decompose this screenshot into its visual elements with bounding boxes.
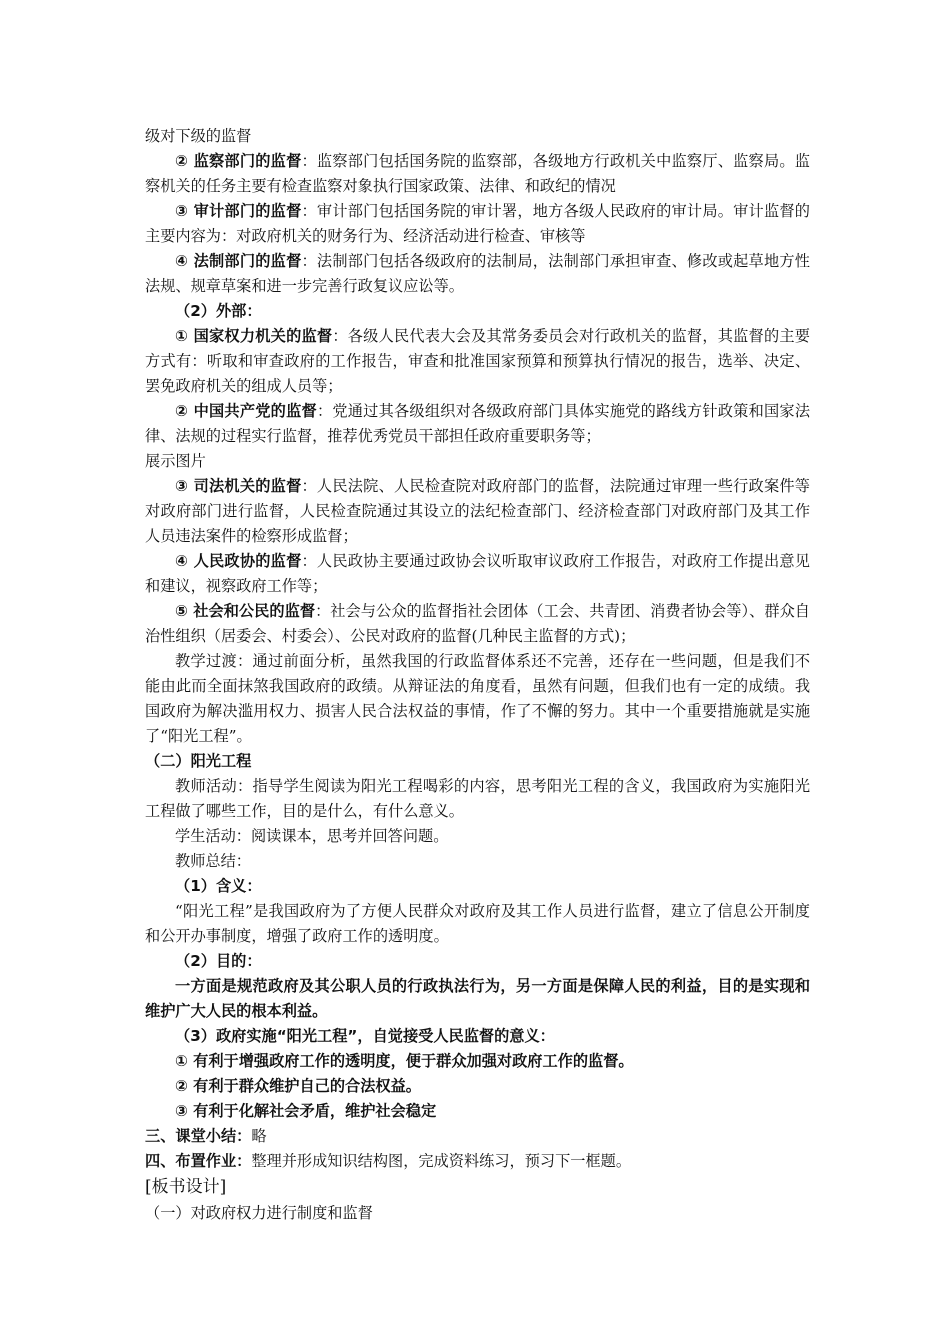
show-picture-note: 展示图片 <box>145 452 206 470</box>
document-body <box>145 124 810 1226</box>
paragraph-state-power <box>145 324 810 399</box>
homework <box>145 1149 810 1174</box>
paragraph-society <box>145 599 810 649</box>
purpose-text: 一方面是规范政府及其公职人员的行政执法行为，另一方面是保障人民的利益，目的是实现和维护广大人民的根本利益。 <box>145 977 810 1020</box>
external-heading: （2）外部： <box>175 302 262 320</box>
paragraph-cppcc <box>145 549 810 599</box>
class-summary <box>145 1124 810 1149</box>
paragraph-text: ：人民政协主要通过政协会议听取审议政府工作报告，对政府工作提出意见和建议，视察政府工作等； <box>145 552 810 595</box>
significance-item-3: ③ 有利于化解社会矛盾，维护社会稳定 <box>175 1102 437 1120</box>
paragraph-teacher-summary: 教师总结： <box>175 852 251 870</box>
paragraph-heading: ④ 法制部门的监督 <box>175 252 302 270</box>
paragraph-supervision-dept <box>145 149 810 199</box>
paragraph-text: ：审计部门包括国务院的审计署，地方各级人民政府的审计局。审计监督的主要内容为：对政府机关的财务行为、经济活动进行检查、审核等 <box>145 202 810 245</box>
paragraph-audit-dept <box>145 199 810 249</box>
paragraph-text: ：党通过其各级组织对各级政府部门具体实施党的路线方针政策和国家法律、法规的过程实行监督，推荐优秀党员干部担任政府重要职务等； <box>145 402 811 445</box>
paragraph-heading: ⑤ 社会和公民的监督 <box>175 602 316 620</box>
paragraph-student-activity: 学生活动：阅读课本，思考并回答问题。 <box>175 827 449 845</box>
paragraph-text: ：人民法院、人民检查院对政府部门的监督，法院通过审理一些行政案件等对政府部门进行监督，人民检查院通过其设立的法纪检查部门、经济检查部门对政府部门及其工作人员违法案件的检察形成监督； <box>145 477 810 545</box>
paragraph-heading: ③ 司法机关的监督 <box>175 477 302 495</box>
meaning-text: “阳光工程”是我国政府为了方便人民群众对政府及其工作人员进行监督，建立了信息公开制度和公开办事制度，增强了政府工作的透明度。 <box>145 902 810 945</box>
significance-item-1: ① 有利于增强政府工作的透明度，便于群众加强对政府工作的监督。 <box>175 1052 634 1070</box>
paragraph-text: ：法制部门包括各级政府的法制局，法制部门承担审查、修改或起草地方性法规、规章草案和进一步完善行政复议应讼等。 <box>145 252 810 295</box>
paragraph-heading: ④ 人民政协的监督 <box>175 552 302 570</box>
summary-text: 略 <box>251 1127 267 1145</box>
paragraph-heading: ① 国家权力机关的监督 <box>175 327 333 345</box>
meaning-heading: （1）含义： <box>175 877 262 895</box>
purpose-heading: （2）目的： <box>175 952 262 970</box>
paragraph-text: ：监察部门包括国务院的监察部，各级地方行政机关中监察厅、监察局。监察机关的任务主要有检查监察对象执行国家政策、法律、和政纪的情况 <box>145 152 810 195</box>
paragraph-legal-dept <box>145 249 810 299</box>
paragraph-heading: ② 监察部门的监督 <box>175 152 302 170</box>
homework-heading: 四、布置作业： <box>145 1152 252 1170</box>
paragraph-judicial <box>145 474 810 549</box>
summary-heading: 三、课堂小结： <box>145 1127 252 1145</box>
board-design-title: [板书设计] <box>145 1177 227 1197</box>
homework-text: 整理并形成知识结构图，完成资料练习，预习下一框题。 <box>251 1152 631 1170</box>
section-title-sunshine: （二）阳光工程 <box>145 752 252 770</box>
text-line: 级对下级的监督 <box>145 127 252 145</box>
significance-item-2: ② 有利于群众维护自己的合法权益。 <box>175 1077 421 1095</box>
paragraph-teacher-activity: 教师活动：指导学生阅读为阳光工程喝彩的内容，思考阳光工程的含义，我国政府为实施阳光工程做了哪些工作，目的是什么，有什么意义。 <box>145 777 810 820</box>
paragraph-text: ：各级人民代表大会及其常务委员会对行政机关的监督，其监督的主要方式有：听取和审查政府的工作报告，审查和批准国家预算和预算执行情况的报告，选举、决定、罢免政府机关的组成人员等； <box>145 327 810 395</box>
paragraph-heading: ② 中国共产党的监督 <box>175 402 317 420</box>
board-line-1: （一）对政府权力进行制度和监督 <box>145 1204 373 1222</box>
paragraph-text: ：社会与公众的监督指社会团体（工会、共青团、消费者协会等）、群众自治性组织（居委会、村委会）、公民对政府的监督(几种民主监督的方式)； <box>145 602 810 645</box>
paragraph-heading: ③ 审计部门的监督 <box>175 202 302 220</box>
paragraph-transition: 教学过渡：通过前面分析，虽然我国的行政监督体系还不完善，还存在一些问题，但是我们不能由此而全面抹煞我国政府的政绩。从辩证法的角度看，虽然有问题，但我们也有一定的成绩。我国政府为解决滥用权力、损害人民合法权益的事情，作了不懈的努力。其中一个重要措施就是实施了“阳光工程”。 <box>145 652 810 745</box>
paragraph-party <box>145 399 810 449</box>
significance-heading: （3）政府实施“阳光工程”，自觉接受人民监督的意义： <box>175 1027 555 1045</box>
